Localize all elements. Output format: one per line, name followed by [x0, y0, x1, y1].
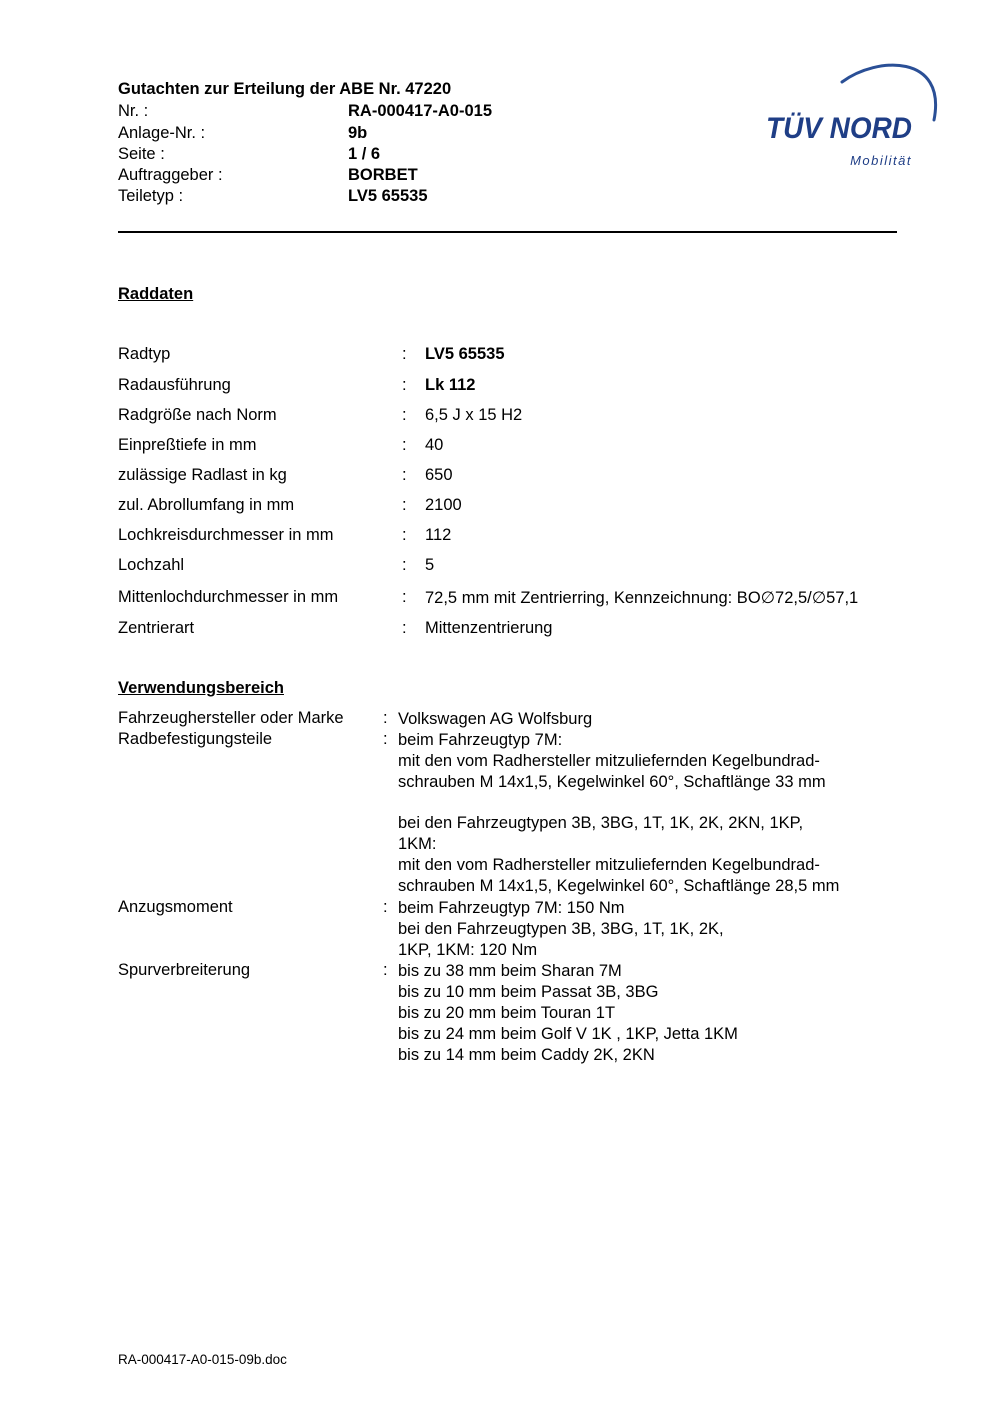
- header-field-row: [118, 166, 618, 188]
- value-line: schrauben M 14x1,5, Kegelwinkel 60°, Schaftlänge 33 mm: [398, 773, 826, 791]
- value-line: bei den Fahrzeugtypen 3B, 3BG, 1T, 1K, 2K,: [398, 920, 724, 938]
- raddaten-separator: :: [402, 376, 407, 394]
- vb-label-spurverbreiterung: Spurverbreiterung: [118, 961, 251, 979]
- raddaten-row: [118, 376, 918, 398]
- value-line: beim Fahrzeugtyp 7M:: [398, 731, 563, 749]
- header-field-value: 1 / 6: [348, 145, 381, 163]
- header-field-row: [118, 102, 618, 124]
- value-line: bis zu 38 mm beim Sharan 7M: [398, 962, 622, 980]
- raddaten-row: [118, 526, 918, 548]
- header-field-value: BORBET: [348, 166, 418, 184]
- header-field-row: [118, 145, 618, 167]
- value-line: Volkswagen AG Wolfsburg: [398, 710, 593, 728]
- raddaten-separator: :: [402, 466, 407, 484]
- tuv-nord-logo: [762, 58, 942, 170]
- footer-filename: RA-000417-A0-015-09b.doc: [118, 1352, 287, 1367]
- paragraph-gap: [398, 793, 839, 813]
- logo-brand-text: TÜV NORD: [766, 112, 912, 145]
- raddaten-separator: :: [402, 619, 407, 637]
- raddaten-separator: :: [402, 345, 407, 363]
- value-line: 1KM:: [398, 835, 437, 853]
- value-line: bis zu 20 mm beim Touran 1T: [398, 1004, 616, 1022]
- document-title: Gutachten zur Erteilung der ABE Nr. 47220: [118, 80, 452, 98]
- header-field-row: [118, 187, 618, 209]
- raddaten-row: [118, 406, 918, 428]
- vb-separator: :: [383, 898, 388, 916]
- header-field-label: Auftraggeber :: [118, 166, 223, 184]
- vb-value-hersteller: [398, 709, 592, 730]
- raddaten-separator: :: [402, 496, 407, 514]
- tuv-nord-logo-graphic: [762, 58, 942, 170]
- raddaten-label: Lochkreisdurchmesser in mm: [118, 526, 334, 544]
- raddaten-label: Zentrierart: [118, 619, 195, 637]
- value-line: beim Fahrzeugtyp 7M: 150 Nm: [398, 899, 625, 917]
- value-line: 1KP, 1KM: 120 Nm: [398, 941, 538, 959]
- raddaten-row: [118, 496, 918, 518]
- value-line: bis zu 10 mm beim Passat 3B, 3BG: [398, 983, 659, 1001]
- header-field-label: Teiletyp :: [118, 187, 184, 205]
- value-line: mit den vom Radhersteller mitzuliefernden Kegelbundrad-: [398, 856, 820, 874]
- logo-sub-text: Mobilität: [850, 153, 912, 168]
- vb-separator: :: [383, 709, 388, 727]
- header-field-value: LV5 65535: [348, 187, 428, 205]
- raddaten-label: zul. Abrollumfang in mm: [118, 496, 295, 514]
- raddaten-label: Mittenlochdurchmesser in mm: [118, 588, 339, 606]
- verwendungsbereich-heading: Verwendungsbereich: [118, 679, 284, 697]
- raddaten-value: LV5 65535: [425, 345, 505, 363]
- vb-separator: :: [383, 961, 388, 979]
- vb-value-anzugsmoment: [398, 898, 724, 961]
- value-line: bis zu 24 mm beim Golf V 1K , 1KP, Jetta 1KM: [398, 1025, 738, 1043]
- raddaten-value: 40: [425, 436, 444, 454]
- raddaten-row: [118, 619, 918, 641]
- raddaten-label: Lochzahl: [118, 556, 185, 574]
- raddaten-label: Radtyp: [118, 345, 171, 363]
- vb-label-anzugsmoment: Anzugsmoment: [118, 898, 233, 916]
- raddaten-value: Mittenzentrierung: [425, 619, 553, 637]
- vb-value-spurverbreiterung: [398, 961, 738, 1066]
- raddaten-value: 2100: [425, 496, 462, 514]
- raddaten-value: 6,5 J x 15 H2: [425, 406, 523, 424]
- header-field-label: Anlage-Nr. :: [118, 124, 206, 142]
- raddaten-separator: :: [402, 588, 407, 606]
- raddaten-separator: :: [402, 406, 407, 424]
- raddaten-separator: :: [402, 556, 407, 574]
- raddaten-separator: :: [402, 436, 407, 454]
- raddaten-value: Lk 112: [425, 376, 476, 394]
- raddaten-label: Radgröße nach Norm: [118, 406, 277, 424]
- raddaten-heading: Raddaten: [118, 285, 194, 303]
- raddaten-label: zulässige Radlast in kg: [118, 466, 287, 484]
- vb-label-radbefestigung: Radbefestigungsteile: [118, 730, 273, 748]
- raddaten-label: Radausführung: [118, 376, 231, 394]
- vb-value-radbefestigung: [398, 730, 839, 897]
- header-field-label: Seite :: [118, 145, 165, 163]
- header-field-value: 9b: [348, 124, 368, 142]
- header-field-row: [118, 124, 618, 146]
- header-field-value: RA-000417-A0-015: [348, 102, 492, 120]
- value-line: bis zu 14 mm beim Caddy 2K, 2KN: [398, 1046, 655, 1064]
- raddaten-row: [118, 588, 918, 610]
- value-line: schrauben M 14x1,5, Kegelwinkel 60°, Schaftlänge 28,5 mm: [398, 877, 840, 895]
- vb-label-hersteller: Fahrzeughersteller oder Marke: [118, 709, 344, 727]
- header-field-label: Nr. :: [118, 102, 149, 120]
- raddaten-row: [118, 345, 918, 367]
- raddaten-row: [118, 466, 918, 488]
- value-line: mit den vom Radhersteller mitzuliefernden Kegelbundrad-: [398, 752, 820, 770]
- raddaten-value: 112: [425, 526, 452, 544]
- raddaten-separator: :: [402, 526, 407, 544]
- raddaten-row: [118, 556, 918, 578]
- raddaten-label: Einpreßtiefe in mm: [118, 436, 257, 454]
- raddaten-value: 72,5 mm mit Zentrierring, Kennzeichnung: BO∅72,5/∅57,1: [425, 589, 859, 607]
- raddaten-value: 650: [425, 466, 453, 484]
- header-divider: [118, 231, 897, 233]
- raddaten-row: [118, 436, 918, 458]
- value-line: bei den Fahrzeugtypen 3B, 3BG, 1T, 1K, 2K, 2KN, 1KP,: [398, 814, 804, 832]
- vb-separator: :: [383, 730, 388, 748]
- raddaten-value: 5: [425, 556, 435, 574]
